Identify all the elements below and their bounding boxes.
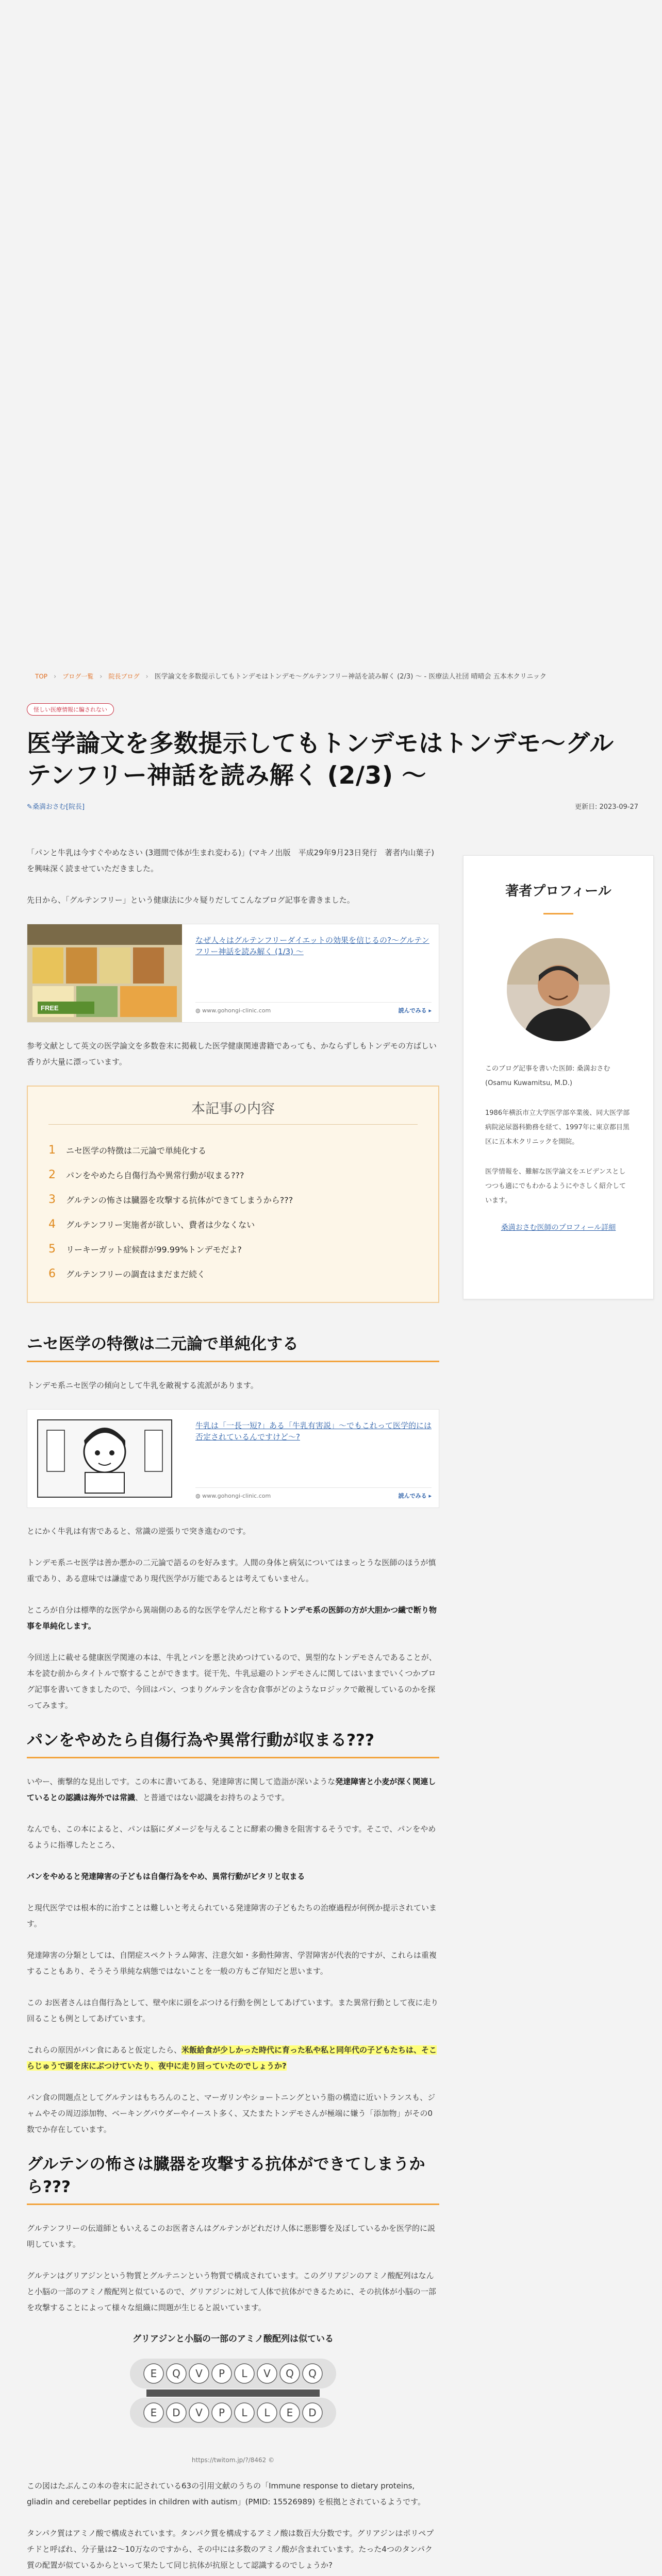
body-text: 、と普通ではない認識をお持ちのようです。: [135, 1793, 289, 1802]
amino-acid-letter: Q: [286, 2367, 294, 2380]
card-domain: www.gohongi-clinic.com: [202, 1493, 271, 1499]
highlighted-text: 米飯給食が少しかった時代に育った私や私と同年代の子どもたちは、そこらじゅうで頭を床にぶつけていたり、夜中に走り回っていたのでしょうか?: [27, 2045, 437, 2071]
body-paragraph: と現代医学では根本的に治すことは難しいと考えられている発達障害の子どもたちの治療過程が何例か提示されています。: [27, 1903, 437, 1928]
read-more-button[interactable]: 読んでみる ▸: [398, 1007, 432, 1014]
emphasis-text: パンをやめると発達障害の子どもは自傷行為をやめ、異常行動がピタリと収まる: [27, 1872, 305, 1881]
card-title[interactable]: 牛乳は「一長一短?」ある「牛乳有害説」〜でもこれって医学的には否定されているんですけど〜?: [195, 1421, 432, 1442]
amino-acid-letter: E: [286, 2406, 293, 2419]
body-paragraph: この図はたぶんこの本の巻末に記されている63の引用文献のうちの「Immune response to dietary proteins, gliadin and cerebellar peptides in children with autism」(PMID: 15526989) を根拠とされているようです。: [27, 2481, 425, 2506]
author-profile-widget: [463, 855, 654, 1299]
sequence-diagram: [27, 2347, 439, 2450]
toc-link[interactable]: グルテンフリー実施者が欲しい、費者は少なくない: [66, 1220, 255, 1230]
amino-acid-letter: E: [150, 2367, 157, 2380]
toc-link[interactable]: グルテンフリーの調査はまだまだ続く: [66, 1269, 206, 1279]
breadcrumb-current: 医学論文を多数提示してもトンデモはトンデモ〜グルテンフリー神話を読み解く (2/3) 〜 - 医療法人社団 晴晴会 五本木クリニック: [154, 673, 547, 681]
body-paragraph: [27, 1869, 439, 1885]
avatar: [507, 938, 610, 1041]
amino-acid-letter: D: [308, 2406, 317, 2419]
author-name: 桑満おさむ[院長]: [32, 803, 85, 811]
related-article-card[interactable]: [27, 1409, 439, 1508]
card-domain: www.gohongi-clinic.com: [202, 1007, 271, 1014]
toc-item[interactable]: [48, 1138, 418, 1163]
toc-link[interactable]: パンをやめたら自傷行為や異常行動が収まる???: [66, 1171, 244, 1180]
emphasis-text: 発達障害と小麦が深く関連しているとの認識は海外では常識: [27, 1777, 436, 1802]
intro-paragraph: 先日から、「グルテンフリー」という健康法に少々疑りだしてこんなブログ記事を書きました。: [27, 895, 355, 905]
intro-paragraph: 参考文献として英文の医学論文を多数巻末に掲載した医学健康関連書籍であっても、かならずしもトンデモの方ばしい香りが大量に漂っています。: [27, 1041, 437, 1066]
body-paragraph: トンデモ系ニセ医学は善か悪かの二元論で語るのを好みます。人間の身体と病気についてはまっとうな医師のほうが慎重であり、ある意味では謙虚であり現代医学が万能であるとは考えてもいません。: [27, 1558, 436, 1583]
body-paragraph: 発達障害の分類としては、自閉症スペクトラム障害、注意欠如・多動性障害、学習障害が代表的ですが、これらは重複することもあり、そうそう単純な病態ではないことを一般の方もご存知だと思います。: [27, 1951, 437, 1976]
bio-paragraph: このブログ記事を書いた医師: 桑満おさむ (Osamu Kuwamitsu, M.D.): [485, 1065, 610, 1087]
blank-header-area: [0, 0, 662, 670]
body-text: ところが自分は標準的な医学から異端側のある的な医学を学んだと称する: [27, 1605, 283, 1615]
body-paragraph: [27, 2042, 439, 2074]
toc-title: 本記事の内容: [191, 1101, 275, 1117]
body-paragraph: タンパク質はアミノ酸で構成されています。タンパク質を構成するアミノ酸は数百大分数です。グリアジンはポリペプチドと呼ばれ、分子量は2〜10万なのですから、その中には多数のアミノ酸が含まれています。たった4つのタンパク質の配置が似ているからといって果たして同じ抗体が抗原として認識するのでしょうか?: [27, 2529, 434, 2570]
amino-acid-letter: Q: [308, 2367, 317, 2380]
card-footer: [195, 1487, 432, 1500]
amino-acid-letter: L: [264, 2406, 270, 2419]
bio-paragraph: 医学情報を、難解な医学論文をエビデンスとしつつも適にでもわかるようにやさしく紹介しています。: [485, 1168, 626, 1205]
globe-icon: ◍: [195, 1007, 203, 1014]
body-paragraph: グルテンはグリアジンという物質とグルテニンという物質で構成されています。このグリアジンのアミノ酸配列はなんと小脳の一部のアミノ酸配列と似ているので、グリアジンに対して人体で抗体ができるために、その抗体が小脳の一部を攻撃することによって様々な組織に問題が生じると説いています。: [27, 2271, 436, 2312]
breadcrumb-item-director-blog[interactable]: 院長ブログ: [108, 673, 140, 680]
body-paragraph: とにかく牛乳は有害であると、常識の逆張りで突き進むのです。: [27, 1527, 251, 1536]
toc-number: 4: [48, 1218, 56, 1231]
toc-item[interactable]: [48, 1262, 418, 1286]
author-profile-link[interactable]: 桑満おさむ医師のプロフィール詳細: [501, 1224, 616, 1232]
breadcrumb-item-top[interactable]: TOP: [35, 673, 48, 680]
amino-acid-letter: V: [195, 2406, 203, 2419]
body-paragraph: パン食の問題点としてグルテンはもちろんのこと、マーガリンやショートニングという脂の構造に近いトランスも、ジャムやその周辺添加物、ベーキングパウダーやイースト多く、又たまたトンデモさんが極端に嫌う「添加物」がその0数でか存在しています。: [27, 2093, 436, 2134]
breadcrumb-item-blog-list[interactable]: ブログ一覧: [62, 673, 94, 680]
toc-number: 1: [48, 1144, 56, 1157]
section-heading: ニセ医学の特徴は二元論で単純化する: [27, 1333, 439, 1362]
amino-acid-letter: V: [195, 2367, 203, 2380]
amino-acid-letter: V: [263, 2367, 271, 2380]
amino-acid-letter: E: [150, 2406, 157, 2419]
author-link[interactable]: [27, 803, 85, 811]
toc-number: 6: [48, 1267, 56, 1280]
bio-paragraph: 1986年横浜市立大学医学部卒業後、同大医学部病院泌尿器科勤務を経て、1997年に東京都目黒区に五本木クリニックを開院。: [485, 1109, 630, 1146]
card-footer: [195, 1002, 432, 1015]
article-meta: [27, 801, 640, 811]
table-of-contents: [27, 1086, 439, 1303]
toc-number: 5: [48, 1243, 56, 1256]
card-thumbnail: [27, 924, 182, 1022]
toc-link[interactable]: ニセ医学の特徴は二元論で単純化する: [66, 1146, 207, 1156]
section-heading: パンをやめたら自傷行為や異常行動が収まる???: [27, 1729, 439, 1758]
article-header: [27, 703, 640, 811]
body-text: これらの原因がパン食にあると仮定したら、: [27, 2045, 182, 2055]
body-paragraph: この お医者さんは自傷行為として、壁や床に頭をぶつける行動を例としてあげています。また異常行動として夜に走り回ることも例としてあげています。: [27, 1998, 439, 2023]
breadcrumb: TOP › ブログ一覧 › 院長ブログ › 医学論文を多数提示してもトンデモはトンデモ〜グルテンフリー神話を読み解く (2/3) 〜 - 医療法人社団 晴晴会 五本木クリニック: [35, 673, 547, 681]
toc-item[interactable]: [48, 1188, 418, 1212]
toc-item[interactable]: [48, 1163, 418, 1188]
amino-acid-letter: D: [172, 2406, 180, 2419]
sidebar-divider: [543, 913, 573, 914]
body-text: いやー、衝撃的な見出しです。この本に書いてある、発達障害に関して造詣が深いような: [27, 1777, 336, 1786]
amino-acid-letter: P: [218, 2406, 225, 2419]
svg-text:FREE: FREE: [41, 1004, 59, 1012]
updated-date: 更新日: 2023-09-27: [574, 803, 638, 811]
amino-acid-letter: L: [241, 2406, 247, 2419]
sidebar-title: 著者プロフィール: [505, 884, 611, 899]
body-paragraph: 今回送上に載せる健康医学関連の本は、牛乳とパンを悪と決めつけているので、異型的なトンデモさんであることが、本を読む前からタイトルで察することができます。従干先、牛乳忌避のトンデモさんに関してはいままでいくつかブログ記事を書いてきましたので、今回はパン、つまりグルテンを含む食事がどのようなロジックで敵視しているのかを探ってみます。: [27, 1653, 437, 1710]
body-paragraph: なんでも、この本によると、パンは脳にダメージを与えることに酵素の働きを阻害するそうです。そこで、パンをやめるように指導したところ、: [27, 1824, 436, 1850]
page-title: 医学論文を多数提示してもトンデモはトンデモ〜グルテンフリー神話を読み解く (2/3) 〜: [27, 730, 614, 790]
toc-link[interactable]: リーキーガット症候群が99.99%トンデモだよ?: [66, 1245, 242, 1255]
toc-link[interactable]: グルテンの怖さは臓器を攻撃する抗体ができてしまうから???: [66, 1195, 293, 1205]
pencil-icon: ✎: [27, 803, 32, 811]
toc-number: 2: [48, 1168, 56, 1181]
category-tag[interactable]: 怪しい医療情報に騙されない: [27, 703, 114, 716]
section-heading: グルテンの怖さは臓器を攻撃する抗体ができてしまうから???: [27, 2153, 439, 2205]
body-paragraph: [27, 1602, 439, 1634]
author-bio: [485, 1062, 632, 1208]
toc-divider: [48, 1124, 418, 1125]
figure-title: グリアジンと小脳の一部のアミノ酸配列は似ている: [133, 2334, 334, 2344]
body-paragraph: トンデモ系ニセ医学の傾向として牛乳を敵視する流派があります。: [27, 1381, 258, 1390]
figure-caption: https://twitom.jp/?/8462 ©: [191, 2456, 275, 2464]
toc-number: 3: [48, 1193, 56, 1206]
related-article-card[interactable]: [27, 924, 439, 1023]
toc-list: [48, 1138, 418, 1286]
read-more-button[interactable]: 読んでみる ▸: [398, 1493, 432, 1499]
emphasis-text: トンデモ系の医師の方が大胆かつ繊で断り物事を単純化します。: [27, 1605, 437, 1631]
toc-item[interactable]: [48, 1212, 418, 1237]
toc-item[interactable]: [48, 1237, 418, 1262]
article-body: [27, 845, 439, 2576]
globe-icon: ◍: [195, 1493, 203, 1499]
body-paragraph: [27, 1774, 439, 1806]
amino-acid-letter: P: [218, 2367, 225, 2380]
body-paragraph: グルテンフリーの伝道師ともいえるこのお医者さんはグルテンがどれだけ人体に悪影響を及ぼしているかを医学的に説明しています。: [27, 2224, 436, 2249]
amino-acid-letter: L: [241, 2367, 247, 2380]
amino-acid-figure: [27, 2331, 439, 2463]
card-title[interactable]: なぜ人々はグルテンフリーダイエットの効果を信じるの?〜グルテンフリー神話を読み解く (1/3) 〜: [195, 936, 429, 956]
card-thumbnail: [27, 1410, 182, 1507]
intro-paragraph: 「パンと牛乳は今すぐやめなさい (3週間で体が生まれ変わる)」(マキノ出版 平成29年9月23日発行 著者内山葉子) を興味深く読ませていただきました。: [27, 848, 435, 873]
amino-acid-letter: Q: [172, 2367, 180, 2380]
